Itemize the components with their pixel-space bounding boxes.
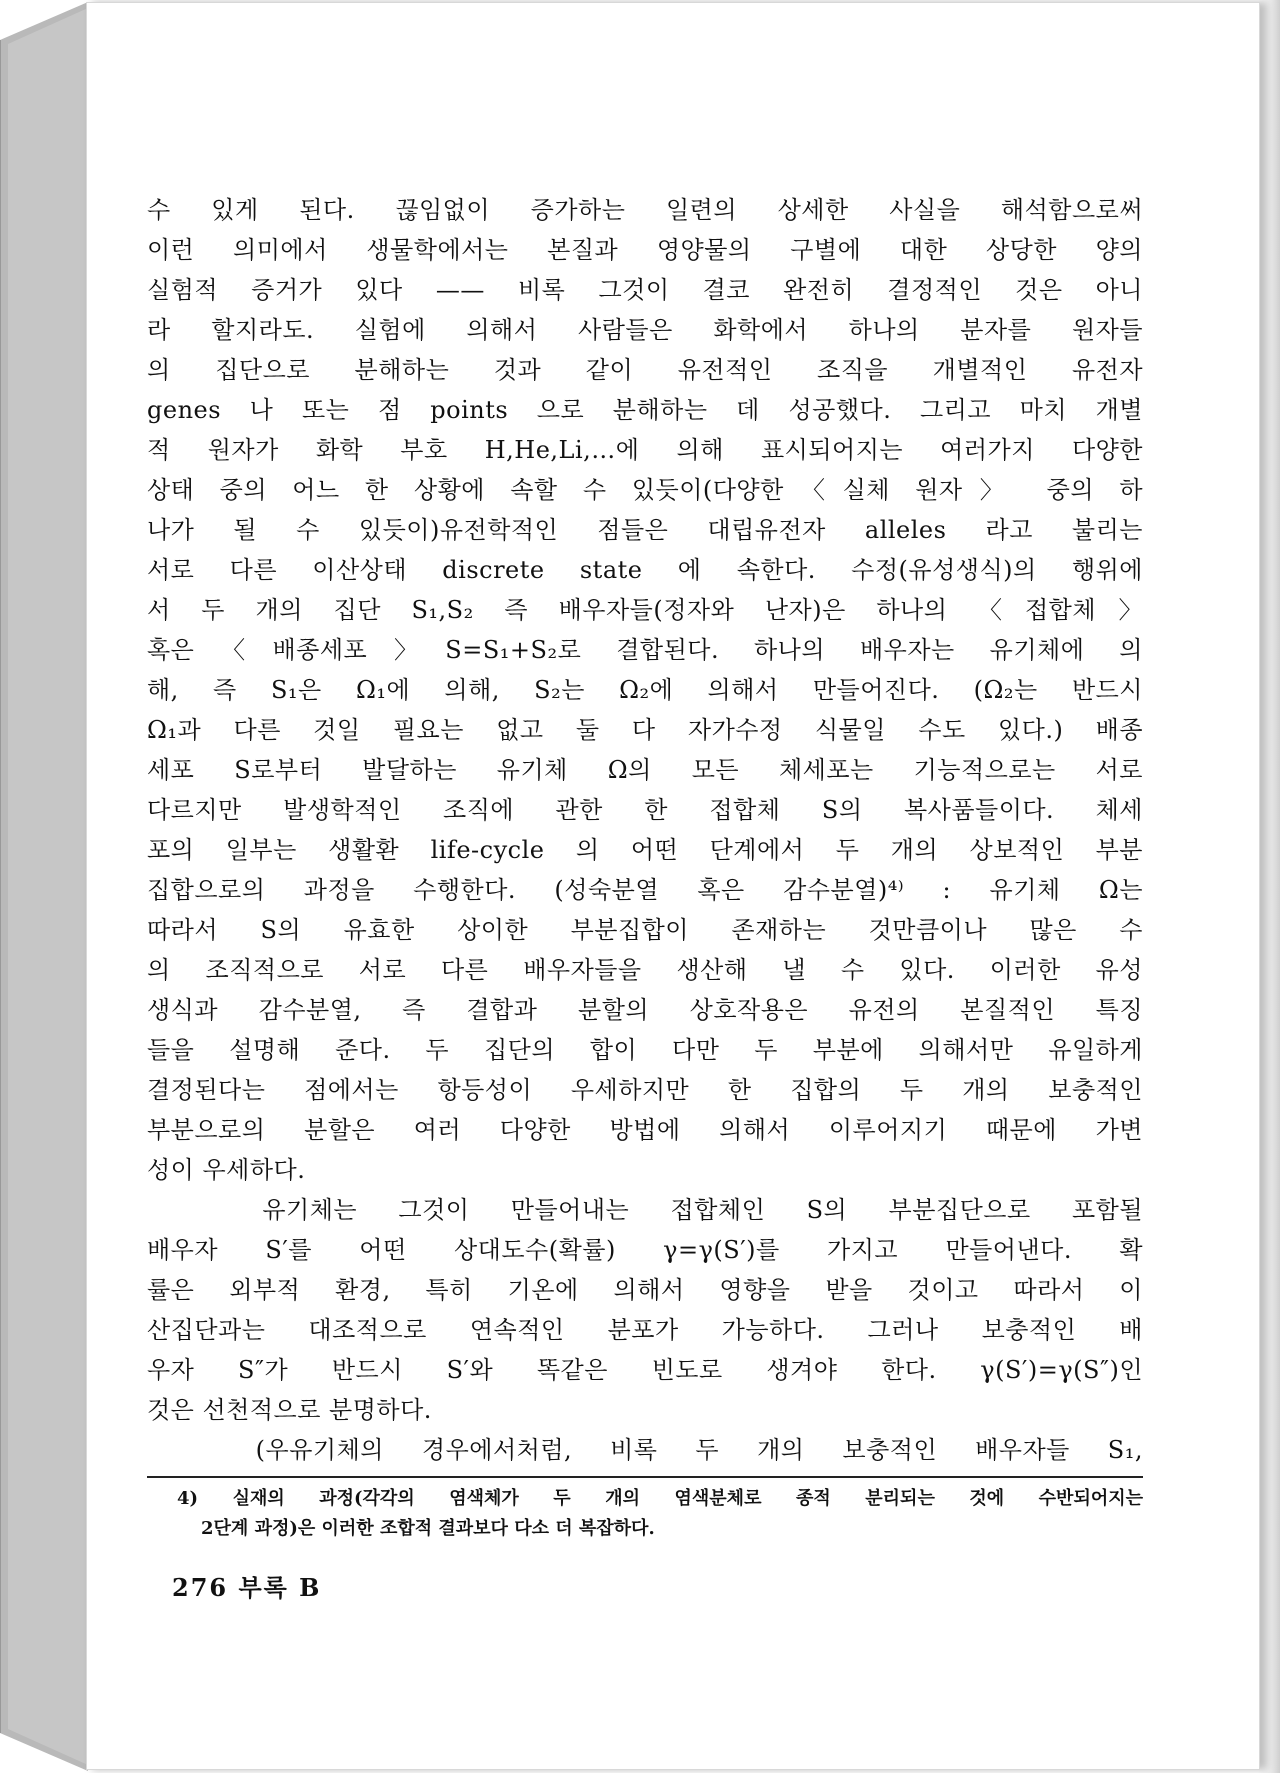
text-line: 것은 선천적으로 분명하다. xyxy=(147,1396,432,1424)
body-text xyxy=(147,190,1143,1470)
text-line: 이런 의미에서 생물학에서는 본질과 영양물의 구별에 대한 상당한 양의 xyxy=(147,236,1143,264)
text-line: Ω₁과 다른 것일 필요는 없고 둘 다 자가수정 식물일 수도 있다.) 배종 xyxy=(147,716,1143,744)
footnote-divider xyxy=(147,1476,1143,1478)
text-line: 실험적 증거가 있다 —— 비록 그것이 결코 완전히 결정적인 것은 아니 xyxy=(147,276,1143,304)
text-line: 라 할지라도. 실험에 의해서 사람들은 화학에서 하나의 분자를 원자들 xyxy=(147,316,1143,344)
page-number: 276 부록 B xyxy=(172,1573,322,1602)
text-line: 혹은〈배종세포〉S=S₁+S₂로 결합된다. 하나의 배우자는 유기체에 의 xyxy=(147,636,1143,664)
text-line: 생식과 감수분열, 즉 결합과 분할의 상호작용은 유전의 본질적인 특징 xyxy=(147,996,1143,1024)
text-line: 나가 될 수 있듯이)유전학적인 점들은 대립유전자 alleles 라고 불리는 xyxy=(147,516,1143,544)
text-line: 포의 일부는 생활환 life-cycle 의 어떤 단계에서 두 개의 상보적인 부분 xyxy=(147,836,1143,864)
text-line: 산집단과는 대조적으로 연속적인 분포가 가능하다. 그러나 보충적인 배 xyxy=(147,1316,1143,1344)
text-line: 집합으로의 과정을 수행한다. (성숙분열 혹은 감수분열)⁴⁾ : 유기체 Ω는 xyxy=(147,876,1143,904)
text-line: 률은 외부적 환경, 특히 기온에 의해서 영향을 받을 것이고 따라서 이 xyxy=(147,1276,1143,1304)
footnote-line: 4) 실재의 과정(각각의 염색체가 두 개의 염색분체로 종적 분리되는 것에 수반되어지는 xyxy=(177,1488,1143,1509)
book-spine xyxy=(0,0,90,1773)
footnotes xyxy=(177,1484,1143,1544)
text-line: (우유기체의 경우에서처럼, 비록 두 개의 보충적인 배우자들 S₁, xyxy=(147,1436,1143,1464)
text-line: 들을 설명해 준다. 두 집단의 합이 다만 두 부분에 의해서만 유일하게 xyxy=(147,1036,1143,1064)
text-line: genes 나 또는 점 points 으로 분해하는 데 성공했다. 그리고 마치 개별 xyxy=(147,396,1143,424)
text-line: 배우자 S′를 어떤 상대도수(확률) γ=γ(S′)를 가지고 만들어낸다. 확 xyxy=(147,1236,1143,1264)
text-line: 부분으로의 분할은 여러 다양한 방법에 의해서 이루어지기 때문에 가변 xyxy=(147,1116,1143,1144)
text-line: 서로 다른 이산상태 discrete state 에 속한다. 수정(유성생식)의 행위에 xyxy=(147,556,1143,584)
text-line: 세포 S로부터 발달하는 유기체 Ω의 모든 체세포는 기능적으로는 서로 xyxy=(147,756,1143,784)
text-line: 적 원자가 화학 부호 H,He,Li,…에 의해 표시되어지는 여러가지 다양한 xyxy=(147,436,1143,464)
text-line: 유기체는 그것이 만들어내는 접합체인 S의 부분집단으로 포함될 xyxy=(147,1196,1143,1224)
text-line: 우자 S″가 반드시 S′와 똑같은 빈도로 생겨야 한다. γ(S′)=γ(S″)인 xyxy=(147,1356,1143,1384)
text-line: 의 조직적으로 서로 다른 배우자들을 생산해 낼 수 있다. 이러한 유성 xyxy=(147,956,1143,984)
footnote-line: 2단계 과정)은 이러한 조합적 결과보다 다소 더 복잡하다. xyxy=(201,1518,655,1539)
text-line: 성이 우세하다. xyxy=(147,1156,306,1184)
text-line: 해, 즉 S₁은 Ω₁에 의해, S₂는 Ω₂에 의해서 만들어진다. (Ω₂는 반드시 xyxy=(147,676,1143,704)
text-line: 의 집단으로 분해하는 것과 같이 유전적인 조직을 개별적인 유전자 xyxy=(147,356,1143,384)
text-line: 따라서 S의 유효한 상이한 부분집합이 존재하는 것만큼이나 많은 수 xyxy=(147,916,1143,944)
text-line: 상태 중의 어느 한 상황에 속할 수 있듯이(다양한〈실체 원자〉 중의 하 xyxy=(147,476,1143,504)
text-line: 다르지만 발생학적인 조직에 관한 한 접합체 S의 복사품들이다. 체세 xyxy=(147,796,1143,824)
text-line: 서 두 개의 집단 S₁,S₂ 즉 배우자들(정자와 난자)은 하나의 〈접합체〉 xyxy=(147,596,1143,624)
page-edge xyxy=(1258,0,1280,1773)
text-line: 결정된다는 점에서는 항등성이 우세하지만 한 집합의 두 개의 보충적인 xyxy=(147,1076,1143,1104)
text-line: 수 있게 된다. 끊임없이 증가하는 일련의 상세한 사실을 해석함으로써 xyxy=(147,196,1143,224)
